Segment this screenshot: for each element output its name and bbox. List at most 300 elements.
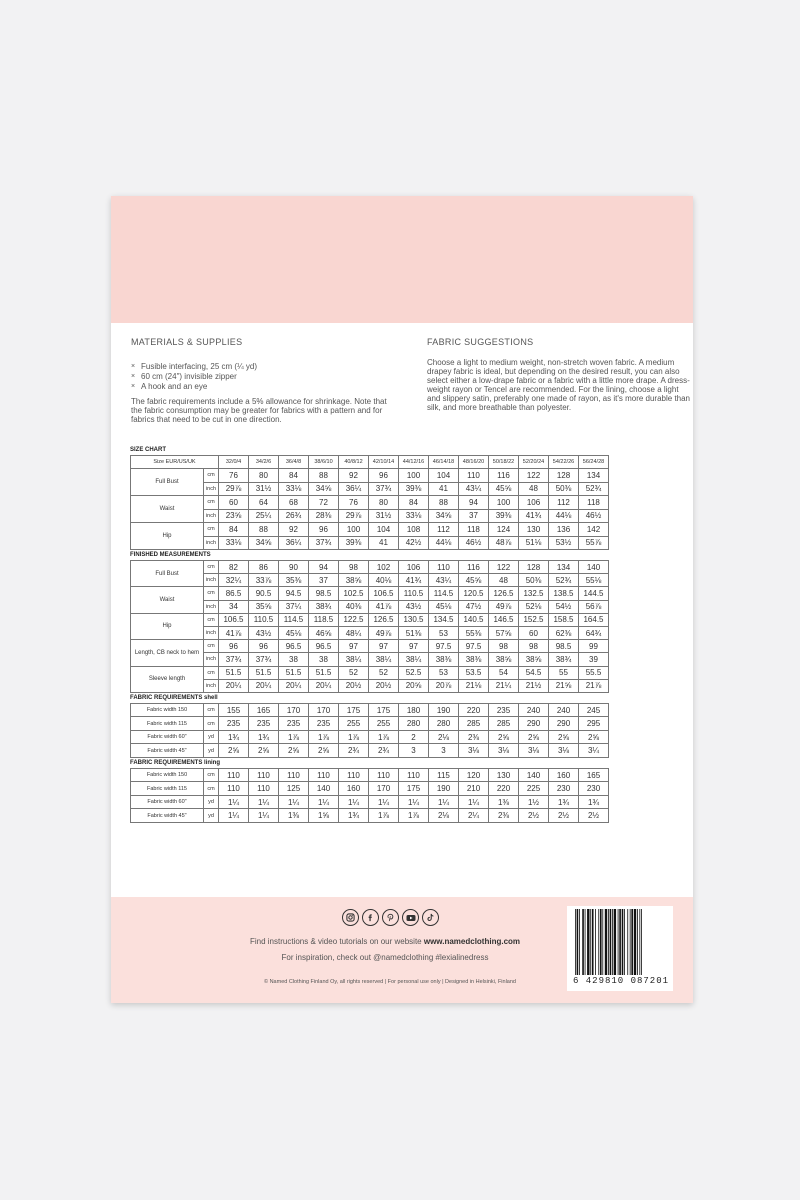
table-cell: 2¾ [339,744,369,758]
table-cell: 2⅛ [429,809,459,823]
table-cell: 46⅝ [309,626,339,639]
unit-cell: cm [204,703,219,717]
table-cell: 20½ [339,679,369,692]
table-cell: 295 [579,717,609,731]
row-label: Waist [131,587,204,613]
table-cell: 3⅛ [549,744,579,758]
table-cell: 110.5 [399,587,429,600]
table-cell: 3⅛ [519,744,549,758]
table-cell: 38¾ [309,600,339,613]
table-cell: 110 [249,782,279,796]
top-color-band [111,196,693,323]
table-cell: 41¾ [399,574,429,587]
table-cell: 51.5 [309,666,339,679]
table-cell: 220 [459,703,489,717]
table-cell: 41 [369,536,399,550]
table-cell: 3 [399,744,429,758]
table-cell: 38¼ [399,653,429,666]
table-cell: 140.5 [459,613,489,626]
unit-cell: inch [204,679,219,692]
table-cell: 39⅜ [399,482,429,496]
table-cell: 94.5 [279,587,309,600]
table-cell: 51⅜ [399,626,429,639]
table-cell: 108 [399,523,429,537]
barcode-bar [627,909,628,975]
table-cell: 106 [519,496,549,510]
size-chart-title: SIZE CHART [130,447,166,453]
row-label: Fabric width 60" [131,730,204,744]
table-cell: 140 [309,782,339,796]
table-cell: 76 [219,469,249,483]
table-cell: 84 [399,496,429,510]
table-cell: 53 [429,626,459,639]
table-cell: 1⅞ [399,809,429,823]
table-cell: 190 [429,782,459,796]
table-cell: 68 [279,496,309,510]
table-cell: 38 [309,653,339,666]
table-cell: 112 [429,523,459,537]
table-row [131,666,609,679]
fabric-requirements-lining-table [130,768,609,823]
table-cell: 20¼ [219,679,249,692]
table-cell: 20½ [369,679,399,692]
table-cell: 28⅜ [309,509,339,523]
list-item: × A hook and an eye [131,382,208,391]
finished-measurements-table [130,560,609,693]
unit-cell: inch [204,600,219,613]
barcode-bar [622,909,624,975]
barcode-bar [641,909,642,975]
table-cell: 1¼ [279,795,309,809]
table-cell: 49⅞ [369,626,399,639]
table-cell: 220 [489,782,519,796]
table-cell: 1⅞ [309,730,339,744]
table-cell: 32¼ [219,574,249,587]
table-cell: 106 [399,561,429,574]
table-row [131,730,609,744]
row-label: Fabric width 115 [131,717,204,731]
table-cell: 225 [519,782,549,796]
barcode-bar [610,909,612,975]
table-cell: 110 [309,768,339,782]
fabric-suggestions-text: Choose a light to medium weight, non-stretch woven fabric. A medium drapey fabric is ideal, but depending on the desired result, you can also select either a low-drape fabric or a fabric with a little more drape. A dress-weight rayon or Tencel are recommended. For the lining, choose a light and slippery satin, preferably one made of rayon, as it's more durable than silk, and more breathable than polyester. [427,358,691,412]
table-cell: 37 [459,509,489,523]
table-cell: 165 [579,768,609,782]
table-cell: 1¼ [249,795,279,809]
table-cell: 20⅞ [429,679,459,692]
table-cell: 62⅜ [549,626,579,639]
table-cell: 48 [489,574,519,587]
table-cell: 134 [549,561,579,574]
facebook-icon[interactable] [362,909,379,926]
row-label: Length, CB neck to hem [131,640,204,666]
table-cell: 122.5 [339,613,369,626]
table-cell: 130 [489,768,519,782]
table-cell: 52¾ [579,482,609,496]
table-cell: 97 [399,640,429,653]
table-cell: 1¼ [219,809,249,823]
barcode-bar [587,909,589,975]
table-cell: 235 [219,717,249,731]
table-cell: 51⅛ [519,536,549,550]
unit-cell: inch [204,653,219,666]
table-cell: 122 [489,561,519,574]
table-cell: 46½ [459,536,489,550]
table-cell: 170 [279,703,309,717]
table-cell: 140 [579,561,609,574]
table-cell: 88 [309,469,339,483]
unit-cell: cm [204,561,219,574]
row-label: Full Bust [131,469,204,496]
table-cell: 20¼ [279,679,309,692]
table-cell: 2⅝ [549,730,579,744]
size-column-header: 46/14/18 [429,456,459,469]
table-cell: 96 [219,640,249,653]
table-cell: 96.5 [309,640,339,653]
row-label: Hip [131,613,204,639]
barcode-number: 6 429810 087201 [572,976,669,986]
row-label: Fabric width 45" [131,809,204,823]
barcode-bar [598,909,599,975]
table-cell: 52.5 [399,666,429,679]
table-cell: 110 [459,469,489,483]
unit-cell: inch [204,536,219,550]
table-cell: 35⅜ [279,574,309,587]
table-cell: 21⅝ [549,679,579,692]
tiktok-icon[interactable] [422,909,439,926]
table-cell: 48 [519,482,549,496]
table-cell: 45⅛ [279,626,309,639]
finished-measurements-title: FINISHED MEASUREMENTS [130,552,211,558]
table-cell: 23⅝ [219,509,249,523]
table-cell: 98.5 [549,640,579,653]
table-cell: 39⅜ [489,509,519,523]
table-cell: 25¼ [249,509,279,523]
size-column-header: 54/22/26 [549,456,579,469]
table-cell: 110.5 [249,613,279,626]
size-column-header: 38/6/10 [309,456,339,469]
table-cell: 37¾ [309,536,339,550]
unit-cell: inch [204,626,219,639]
youtube-icon[interactable] [402,909,419,926]
table-cell: 96 [369,469,399,483]
table-cell: 2½ [549,809,579,823]
table-cell: 96 [309,523,339,537]
row-label: Fabric width 60" [131,795,204,809]
table-cell: 1⅜ [279,809,309,823]
table-cell: 285 [459,717,489,731]
table-cell: 41 [429,482,459,496]
table-cell: 128 [549,469,579,483]
table-row [131,768,609,782]
table-cell: 52⅛ [519,600,549,613]
table-cell: 118 [579,496,609,510]
table-cell: 1⅞ [339,730,369,744]
table-cell: 97.5 [429,640,459,653]
table-cell: 51.5 [219,666,249,679]
table-cell: 210 [459,782,489,796]
table-cell: 43½ [399,600,429,613]
table-cell: 120.5 [459,587,489,600]
table-cell: 60 [519,626,549,639]
table-cell: 88 [429,496,459,510]
barcode-bar [639,909,640,975]
table-cell: 20¼ [309,679,339,692]
table-cell: 180 [399,703,429,717]
table-cell: 45⅛ [429,600,459,613]
unit-cell: yd [204,730,219,744]
table-cell: 72 [309,496,339,510]
table-cell: 3¼ [579,744,609,758]
barcode-bar [579,909,580,975]
table-cell: 160 [549,768,579,782]
table-cell: 120 [459,768,489,782]
table-cell: 94 [309,561,339,574]
table-cell: 76 [339,496,369,510]
table-cell: 84 [279,469,309,483]
barcode-bar [612,909,613,975]
table-cell: 52¾ [549,574,579,587]
unit-cell: yd [204,744,219,758]
table-row [131,809,609,823]
table-cell: 2⅝ [519,730,549,744]
table-cell: 146.5 [489,613,519,626]
barcode-bar [619,909,621,975]
table-cell: 55⅞ [579,536,609,550]
table-cell: 38⅜ [459,653,489,666]
table-cell: 128 [519,561,549,574]
size-column-header: 48/16/20 [459,456,489,469]
barcode-bar [582,909,584,975]
size-header-label: Size EUR/US/UK [131,456,219,469]
table-cell: 230 [549,782,579,796]
row-label: Fabric width 150 [131,768,204,782]
instagram-icon[interactable] [342,909,359,926]
table-cell: 118 [459,523,489,537]
table-cell: 122 [519,469,549,483]
row-label: Full Bust [131,561,204,587]
table-cell: 2⅝ [579,730,609,744]
unit-cell: cm [204,768,219,782]
table-cell: 60 [219,496,249,510]
table-cell: 106.5 [219,613,249,626]
table-cell: 2⅛ [429,730,459,744]
table-cell: 1⅞ [279,730,309,744]
bullet-cross-icon: × [131,373,136,380]
table-cell: 21¼ [489,679,519,692]
table-row [131,587,609,600]
pinterest-icon[interactable] [382,909,399,926]
table-cell: 53½ [549,536,579,550]
table-cell: 39 [579,653,609,666]
table-cell: 53 [429,666,459,679]
table-row [131,613,609,626]
barcode-bar [614,909,616,975]
table-cell: 235 [309,717,339,731]
table-cell: 235 [489,703,519,717]
table-cell: 64 [249,496,279,510]
barcode-bars [575,909,665,975]
table-cell: 98 [519,640,549,653]
list-item: × Fusible interfacing, 25 cm (¼ yd) [131,362,258,371]
table-cell: 38⅜ [429,653,459,666]
materials-note: The fabric requirements include a 5% allowance for shrinkage. Note that the fabric consumption may be greater for fabrics with a pattern and for fabrics that need to be cut in one direction. [131,397,387,424]
table-cell: 130.5 [399,613,429,626]
table-cell: 115 [429,768,459,782]
copyright-line: © Named Clothing Finland Oy, all rights reserved | For personal use only | Designed in Helsinki, Finland [264,979,516,985]
table-cell: 230 [579,782,609,796]
row-label: Sleeve length [131,666,204,692]
materials-list [131,362,257,392]
table-cell: 235 [249,717,279,731]
table-cell: 34⅝ [249,536,279,550]
table-cell: 31½ [249,482,279,496]
table-cell: 48⅞ [489,536,519,550]
table-cell: 38 [279,653,309,666]
table-cell: 132.5 [519,587,549,600]
unit-cell: inch [204,482,219,496]
table-cell: 124 [489,523,519,537]
barcode-bar [602,909,603,975]
table-cell: 1½ [519,795,549,809]
table-cell: 155 [219,703,249,717]
inspiration-line: For inspiration, check out @namedclothing #lexialinedress [281,953,489,962]
barcode-bar [577,909,579,975]
table-cell: 52 [369,666,399,679]
table-cell: 290 [519,717,549,731]
table-cell: 55⅛ [579,574,609,587]
table-cell: 37¾ [219,653,249,666]
barcode-bar [575,909,576,975]
table-cell: 29⅞ [219,482,249,496]
table-cell: 33⅞ [249,574,279,587]
pattern-envelope-back [111,196,693,1003]
table-cell: 1¼ [429,795,459,809]
table-cell: 86.5 [219,587,249,600]
barcode-bar [585,909,586,975]
table-cell: 56⅞ [579,600,609,613]
table-cell: 84 [219,523,249,537]
table-cell: 43¼ [429,574,459,587]
unit-cell: cm [204,782,219,796]
table-cell: 97.5 [459,640,489,653]
table-cell: 104 [429,469,459,483]
table-cell: 55.5 [579,666,609,679]
table-cell: 54½ [549,600,579,613]
unit-cell: cm [204,613,219,626]
barcode-bar [630,909,631,975]
table-cell: 44⅛ [549,509,579,523]
size-column-header: 34/2/6 [249,456,279,469]
unit-cell: cm [204,717,219,731]
table-cell: 1¼ [219,795,249,809]
table-cell: 1⅝ [309,809,339,823]
size-column-header: 44/12/16 [399,456,429,469]
table-cell: 100 [399,469,429,483]
table-cell: 110 [219,768,249,782]
table-cell: 98.5 [309,587,339,600]
barcode-bar [592,909,594,975]
table-cell: 50⅜ [519,574,549,587]
table-row [131,744,609,758]
size-column-header: 52/20/24 [519,456,549,469]
table-cell: 142 [579,523,609,537]
table-cell: 51.5 [279,666,309,679]
table-cell: 52 [339,666,369,679]
table-cell: 110 [279,768,309,782]
table-cell: 1⅜ [489,795,519,809]
table-cell: 41⅞ [369,600,399,613]
table-cell: 96.5 [279,640,309,653]
barcode-bar [605,909,607,975]
table-cell: 97 [369,640,399,653]
table-cell: 1¼ [249,809,279,823]
table-cell: 96 [249,640,279,653]
table-cell: 44⅛ [429,536,459,550]
table-cell: 43½ [249,626,279,639]
table-cell: 102 [369,561,399,574]
table-cell: 34 [219,600,249,613]
table-cell: 88 [249,523,279,537]
table-cell: 37¼ [279,600,309,613]
table-cell: 40⅛ [369,574,399,587]
table-cell: 240 [519,703,549,717]
table-cell: 2¼ [459,809,489,823]
table-row [131,717,609,731]
table-cell: 140 [519,768,549,782]
table-cell: 41⅞ [219,626,249,639]
table-cell: 2⅜ [459,730,489,744]
table-cell: 26¾ [279,509,309,523]
table-cell: 1¼ [309,795,339,809]
table-cell: 51.5 [249,666,279,679]
table-cell: 100 [339,523,369,537]
table-cell: 158.5 [549,613,579,626]
table-cell: 55⅜ [459,626,489,639]
table-cell: 2⅝ [309,744,339,758]
table-cell: 33⅛ [219,536,249,550]
table-cell: 80 [369,496,399,510]
table-cell: 1⅞ [369,809,399,823]
table-cell: 118.5 [309,613,339,626]
table-cell: 2⅝ [279,744,309,758]
table-cell: 54 [489,666,519,679]
table-cell: 1¼ [399,795,429,809]
table-cell: 1¾ [579,795,609,809]
row-label: Fabric width 150 [131,703,204,717]
table-cell: 2½ [579,809,609,823]
table-cell: 37¾ [249,653,279,666]
website-link[interactable]: www.namedclothing.com [423,937,521,946]
table-cell: 36¼ [279,536,309,550]
unit-cell: cm [204,469,219,483]
table-cell: 190 [429,703,459,717]
table-cell: 29⅞ [339,509,369,523]
fabric-requirements-shell-table [130,703,609,758]
table-cell: 280 [429,717,459,731]
table-cell: 34⅝ [429,509,459,523]
materials-title: MATERIALS & SUPPLIES [131,337,243,347]
table-row [131,703,609,717]
table-cell: 94 [459,496,489,510]
table-cell: 2⅜ [489,809,519,823]
website-line: Find instructions & video tutorials on our website www.namedclothing.com [249,937,521,946]
unit-cell: inch [204,509,219,523]
table-cell: 33⅛ [279,482,309,496]
table-cell: 21½ [519,679,549,692]
table-cell: 86 [249,561,279,574]
table-cell: 21⅛ [459,679,489,692]
